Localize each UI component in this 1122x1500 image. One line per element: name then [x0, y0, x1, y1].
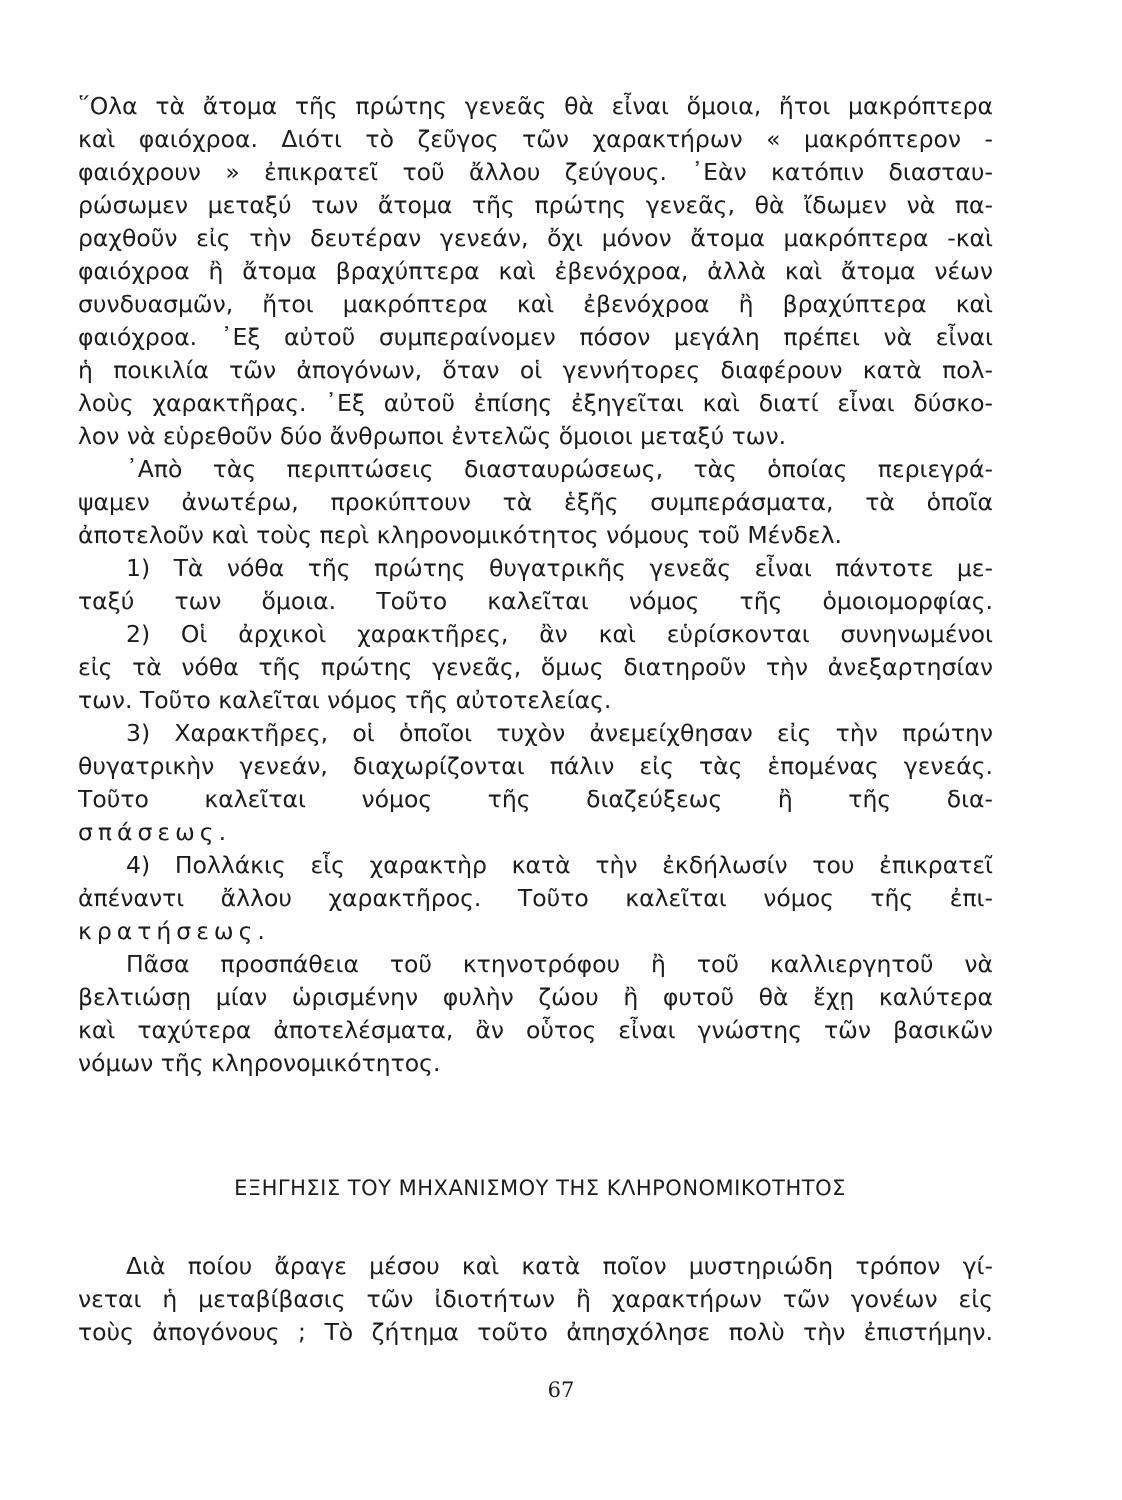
text-line: φαιόχροα. ᾿Εξ αὐτοῦ συμπεραίνομεν πόσον μεγάλη πρέπει νὰ εἶναι: [78, 323, 993, 351]
law-3-line: σπάσεως.: [78, 818, 232, 846]
text-line: καὶ φαιόχροα. Διότι τὸ ζεῦγος τῶν χαρακτήρων « μακρόπτερον -: [78, 125, 993, 153]
section-text: [78, 1250, 993, 1349]
law-2-line: των. Τοῦτο καλεῖται νόμος τῆς αὐτοτελείας.: [78, 686, 612, 714]
law-3-line: θυγατρικὴν γενεάν, διαχωρίζονται πάλιν εἰς τὰς ἑπομένας γενεάς.: [78, 752, 993, 780]
law-3-line: Τοῦτο καλεῖται νόμος τῆς διαζεύξεως ἢ τῆς δια-: [78, 785, 993, 813]
text-line: ᾿Απὸ τὰς περιπτώσεις διασταυρώσεως, τὰς ὁποίας περιεγρά-: [126, 455, 993, 483]
text-line: ρώσωμεν μεταξύ των ἄτομα τῆς πρώτης γενεᾶς, θὰ ἴδωμεν νὰ πα-: [78, 191, 993, 219]
law-1-line: ταξύ των ὅμοια. Τοῦτο καλεῖται νόμος τῆς ὁμοιομορφίας.: [78, 587, 993, 615]
text-line: Πᾶσα προσπάθεια τοῦ κτηνοτρόφου ἢ τοῦ καλλιεργητοῦ νὰ: [126, 950, 993, 978]
text-line: συνδυασμῶν, ἤτοι μακρόπτερα καὶ ἐβενόχροα ἢ βραχύπτερα καὶ: [78, 290, 993, 318]
text-line: λοὺς χαρακτῆρας. ᾿Εξ αὐτοῦ ἐπίσης ἐξηγεῖται καὶ διατί εἶναι δύσκο-: [78, 389, 993, 417]
text-line: νεται ἡ μεταβίβασις τῶν ἰδιοτήτων ἢ χαρακτήρων τῶν γονέων εἰς: [78, 1285, 993, 1313]
text-line: λον νὰ εὑρεθοῦν δύο ἄνθρωποι ἐντελῶς ὅμοιοι μεταξύ των.: [78, 422, 787, 450]
text-line: ῞Ολα τὰ ἄτομα τῆς πρώτης γενεᾶς θὰ εἶναι ὅμοια, ἤτοι μακρόπτερα: [78, 92, 993, 120]
text-line: φαιόχροα ἢ ἄτομα βραχύπτερα καὶ ἐβενόχροα, ἀλλὰ καὶ ἄτομα νέων: [78, 257, 993, 285]
main-text: [78, 90, 993, 1080]
law-2-line: 2) Οἱ ἀρχικοὶ χαρακτῆρες, ἂν καὶ εὑρίσκονται συνηνωμένοι: [126, 620, 993, 648]
text-line: νόμων τῆς κληρονομικότητος.: [78, 1049, 441, 1077]
law-4-line: 4) Πολλάκις εἷς χαρακτὴρ κατὰ τὴν ἐκδήλωσίν του ἐπικρατεῖ: [126, 851, 993, 879]
text-line: ἀποτελοῦν καὶ τοὺς περὶ κληρονομικότητος νόμους τοῦ Μένδελ.: [78, 521, 842, 549]
law-4-line: ἀπέναντι ἄλλου χαρακτῆρος. Τοῦτο καλεῖται νόμος τῆς ἐπι-: [78, 884, 993, 912]
text-line: καὶ ταχύτερα ἀποτελέσματα, ἂν οὗτος εἶναι γνώστης τῶν βασικῶν: [78, 1016, 993, 1044]
text-line: ἡ ποικιλία τῶν ἀπογόνων, ὅταν οἱ γεννήτορες διαφέρουν κατὰ πολ-: [78, 356, 993, 384]
section-heading: ΕΞΗΓΗΣΙΣ ΤΟΥ ΜΗΧΑΝΙΣΜΟΥ ΤΗΣ ΚΛΗΡΟΝΟΜΙΚΟΤΗΤΟΣ: [234, 1176, 846, 1200]
text-line: φαιόχρουν » ἐπικρατεῖ τοῦ ἄλλου ζεύγους. ᾿Εὰν κατόπιν διασταυ-: [78, 158, 993, 186]
text-line: βελτιώσῃ μίαν ὡρισμένην φυλὴν ζώου ἢ φυτοῦ θὰ ἔχῃ καλύτερα: [78, 983, 993, 1011]
text-line: τοὺς ἀπογόνους ; Τὸ ζήτημα τοῦτο ἀπησχόλησε πολὺ τὴν ἐπιστήμην.: [78, 1318, 993, 1346]
law-1-line: 1) Τὰ νόθα τῆς πρώτης θυγατρικῆς γενεᾶς εἶναι πάντοτε με-: [126, 554, 993, 582]
text-line: ψαμεν ἀνωτέρω, προκύπτουν τὰ ἑξῆς συμπεράσματα, τὰ ὁποῖα: [78, 488, 993, 516]
law-2-line: εἰς τὰ νόθα τῆς πρώτης γενεᾶς, ὅμως διατηροῦν τὴν ἀνεξαρτησίαν: [78, 653, 993, 681]
page-number: 67: [547, 1378, 575, 1402]
law-3-line: 3) Χαρακτῆρες, οἱ ὁποῖοι τυχὸν ἀνεμείχθησαν εἰς τὴν πρώτην: [126, 719, 993, 747]
text-line: Διὰ ποίου ἄραγε μέσου καὶ κατὰ ποῖον μυστηριώδη τρόπον γί-: [126, 1252, 993, 1280]
law-4-line: κρατήσεως.: [78, 917, 270, 945]
text-line: ραχθοῦν εἰς τὴν δευτέραν γενεάν, ὄχι μόνον ἄτομα μακρόπτερα -καὶ: [78, 224, 993, 252]
